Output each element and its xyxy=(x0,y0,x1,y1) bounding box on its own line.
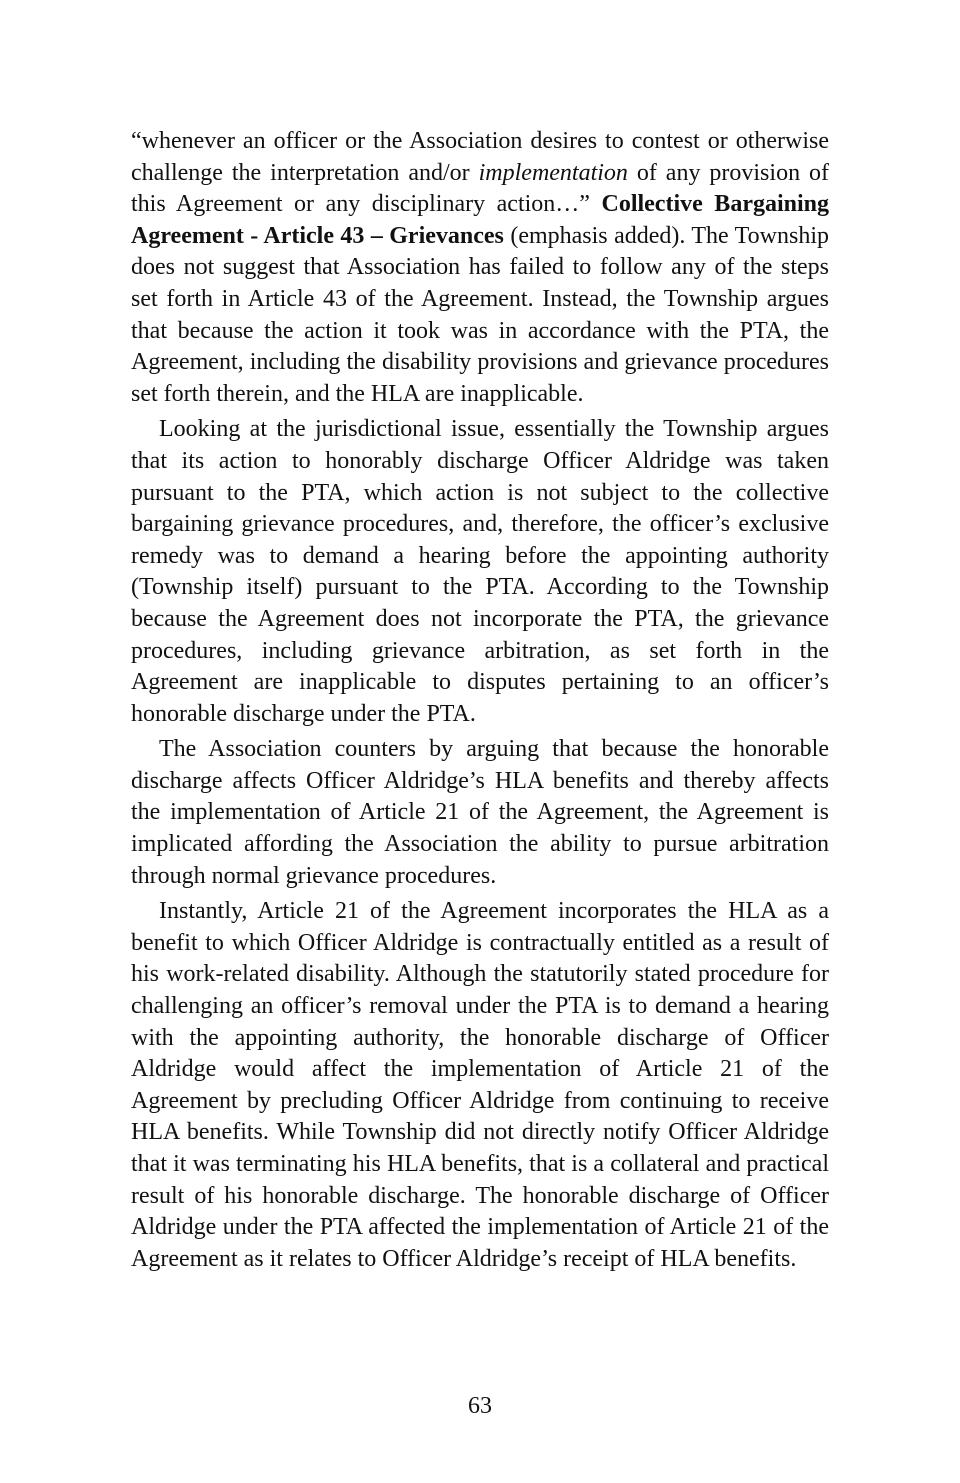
paragraph-1-citation: Collective Bargaining Agreement - Article 43 – Grievances xyxy=(131,191,830,249)
paragraph-1-text-a: “whenever an officer or the Association desires to contest or otherwise challenge the interpretation and/or xyxy=(131,128,829,186)
paragraph-2: Looking at the jurisdictional issue, essentially the Township argues that its action to honorably discharge Officer Aldridge was taken pursuant to the PTA, which action is not subject to the collective bargaining grievance procedures, and, therefore, the officer’s exclusive remedy was to demand a hearing before the appointing authority (Township itself) pursuant to the PTA. According to the Township because the Agreement does not incorporate the PTA, the grievance procedures, including grievance arbitration, as set forth in the Agreement are inapplicable to disputes pertaining to an officer’s honorable discharge under the PTA. xyxy=(131,416,829,727)
paragraph-1 xyxy=(131,126,829,410)
paragraph-4: Instantly, Article 21 of the Agreement incorporates the HLA as a benefit to which Officer Aldridge is contractually entitled as a result of his work-related disability. Although the statutorily stated procedure for challenging an officer’s removal under the PTA is to demand a hearing with the appointing authority, the honorable discharge of Officer Aldridge would affect the implementation of Article 21 of the Agreement by precluding Officer Aldridge from continuing to receive HLA benefits. While Township did not directly notify Officer Aldridge that it was terminating his HLA benefits, that is a collateral and practical result of his honorable discharge. The honorable discharge of Officer Aldridge under the PTA affected the implementation of Article 21 of the Agreement as it relates to Officer Aldridge’s receipt of HLA benefits. xyxy=(131,898,829,1272)
page-number: 63 xyxy=(468,1393,492,1419)
paragraph-1-emphasis: implementation xyxy=(478,159,628,186)
paragraph-3: The Association counters by arguing that because the honorable discharge affects Officer Aldridge’s HLA benefits and thereby affects the implementation of Article 21 of the Agreement, the Agreement is implicated affording the Association the ability to pursue arbitration through normal grievance procedures. xyxy=(131,736,829,889)
paragraph-1-text-c: (emphasis added). The Township does not suggest that Association has failed to follow any of the steps set forth in Article 43 of the Agreement. Instead, the Township argues that because the action it took was in accordance with the PTA, the Agreement, including the disability provisions and grievance procedures set forth therein, and the HLA are inapplicable. xyxy=(131,222,829,407)
page-body xyxy=(131,126,829,1279)
paragraph-1-text-b: of any provision of this Agreement or any disciplinary action…” xyxy=(131,159,829,218)
